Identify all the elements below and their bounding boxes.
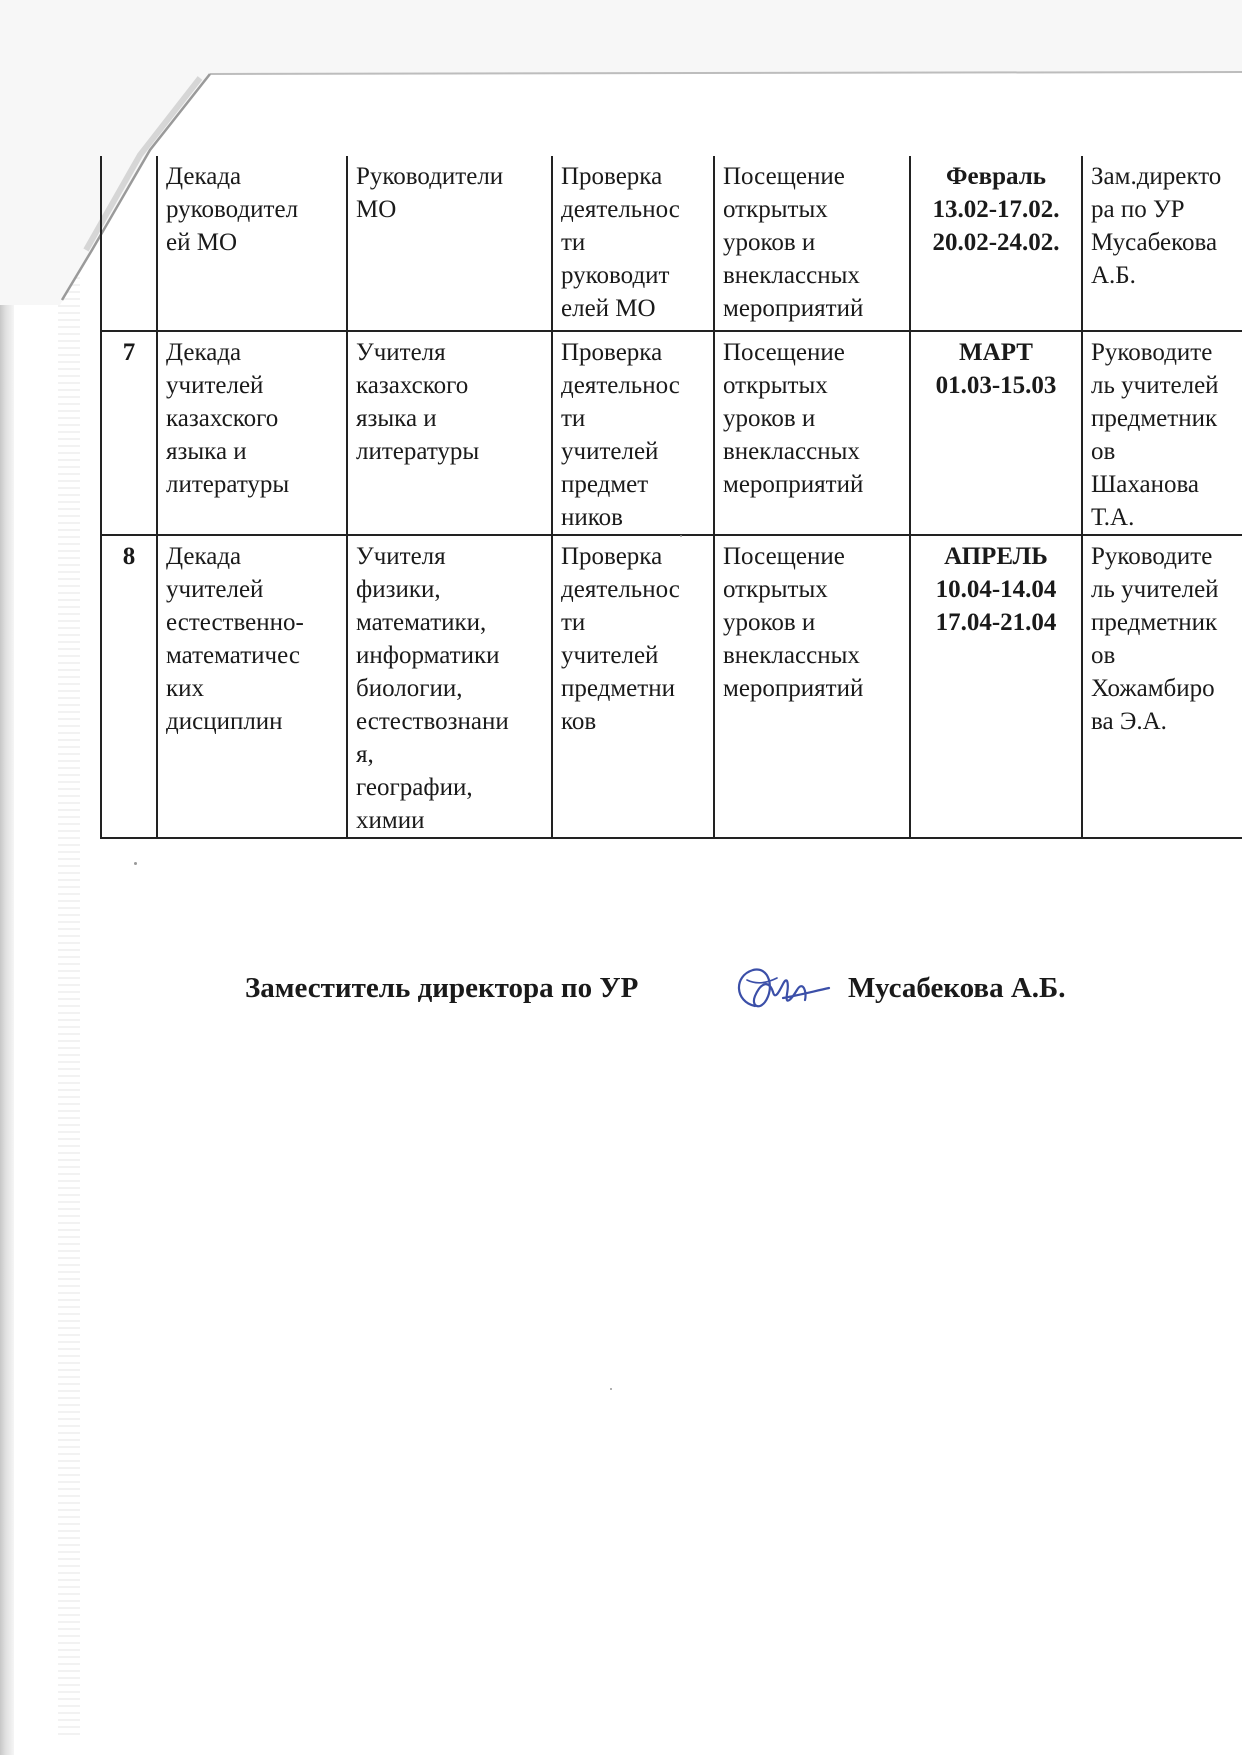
events-table: [100, 156, 1242, 839]
event-cell: Декада учителей казахского языка и литературы: [157, 331, 347, 535]
row-number: [101, 156, 157, 331]
responsible-cell: Руководите ль учителей предметник ов Шаханова Т.А.: [1082, 331, 1242, 535]
scan-dust: [680, 535, 682, 537]
signature-block: [245, 962, 1145, 1022]
form-cell: Посещение открытых уроков и внеклассных мероприятий: [714, 156, 910, 331]
event-cell: Декада руководител ей МО: [157, 156, 347, 331]
signer-name: Мусабекова А.Б.: [848, 972, 1066, 1004]
goal-cell: Проверка деятельнос ти учителей предмет ников: [552, 331, 714, 535]
event-cell: Декада учителей естественно- математичес ких дисциплин: [157, 535, 347, 838]
responsible-cell: Руководите ль учителей предметник ов Хожамбиро ва Э.А.: [1082, 535, 1242, 838]
scan-dust: [134, 862, 137, 865]
handwritten-signature: [725, 962, 835, 1018]
row-number: 8: [101, 535, 157, 838]
participants-cell: Учителя казахского языка и литературы: [347, 331, 552, 535]
responsible-cell: Зам.директо ра по УР Мусабекова А.Б.: [1082, 156, 1242, 331]
goal-cell: Проверка деятельнос ти учителей предметни ков: [552, 535, 714, 838]
date-cell: МАРТ 01.03-15.03: [910, 331, 1082, 535]
form-cell: Посещение открытых уроков и внеклассных мероприятий: [714, 535, 910, 838]
participants-cell: Руководители МО: [347, 156, 552, 331]
position-title: Заместитель директора по УР: [245, 972, 639, 1004]
goal-cell: Проверка деятельнос ти руководит елей МО: [552, 156, 714, 331]
scan-dust: [610, 1388, 612, 1390]
table-row: [101, 156, 1242, 331]
table-row: [101, 535, 1242, 838]
date-cell: Февраль 13.02-17.02. 20.02-24.02.: [910, 156, 1082, 331]
form-cell: Посещение открытых уроков и внеклассных мероприятий: [714, 331, 910, 535]
row-number: 7: [101, 331, 157, 535]
date-cell: АПРЕЛЬ 10.04-14.04 17.04-21.04: [910, 535, 1082, 838]
participants-cell: Учителя физики, математики, информатики биологии, естествознани я, географии, химии: [347, 535, 552, 838]
table-row: [101, 331, 1242, 535]
